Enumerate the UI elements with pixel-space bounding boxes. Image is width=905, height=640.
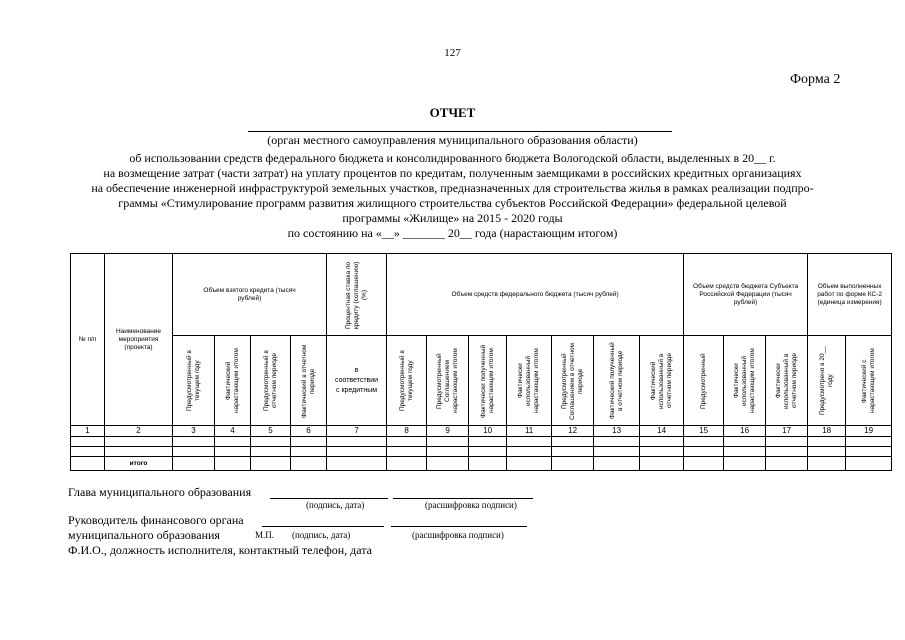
col-number: 16 [724,426,766,437]
col-number: 6 [291,426,327,437]
subheader-16-text: Фактически использованный нарастающим итогом [732,348,756,413]
subheader-15-text: Предусмотренный [699,352,707,409]
stamp-label: М.П. [255,530,275,540]
subheader-4 [215,336,251,426]
subheader-16 [724,336,766,426]
fin-decode-line [391,526,527,527]
col-number: 3 [173,426,215,437]
table-row [71,447,892,457]
subheader-19-text: Фактический с нарастающим итогом [860,348,876,413]
col-number: 13 [594,426,640,437]
subheader-4-text: Фактический нарастающим итогом [224,348,240,413]
column-number-row [71,426,892,437]
subheader-18 [808,336,846,426]
document-title: ОТЧЕТ [429,105,476,120]
subheader-18-text: Предусмотрено в 20__ году [818,346,834,415]
col-number: 15 [684,426,724,437]
subtitle-line-6: по состоянию на «__» _______ 20__ года (нарастающим итогом) [287,226,618,240]
fin-sign-caption: (подпись, дата) [292,530,351,540]
head-decode-line [393,498,533,499]
subheader-13 [594,336,640,426]
subheader-7-text: в соответствии с кредитным [335,366,379,394]
subheader-12 [552,336,594,426]
header-group-ks2-text: Объем выполненных работ по форме КС-2 (единица измерения) [817,282,882,306]
header-col-name-text: Наименование мероприятия (проекта) [115,327,162,351]
col-number: 2 [105,426,173,437]
executor-line: Ф.И.О., должность исполнителя, контактный телефон, дата [68,543,372,557]
subheader-11 [507,336,552,426]
organ-caption: (орган местного самоуправления муниципального образования области) [267,133,638,147]
col-number: 10 [469,426,507,437]
subheader-6-text: Фактический в отчетном периоде [300,343,316,418]
fin-sign-line [262,526,384,527]
fin-decode-caption: (расшифровка подписи) [412,530,504,540]
head-sign-caption: (подпись, дата) [306,500,365,510]
fin-label-2: муниципального образования [68,528,220,542]
subheader-13-text: Фактический полученный в отчетном периоде [608,342,624,419]
col-number: 5 [251,426,291,437]
col-number: 19 [846,426,892,437]
header-group-federal [387,254,684,336]
col-number: 18 [808,426,846,437]
subheader-14-text: Фактический использованный в отчетном периоде [649,352,673,409]
header-group-rate-text: Процентная ставка по кредиту (соглашению) (%) [344,260,368,329]
subtitle-line-4: граммы «Стимулирование программ развития жилищного строительства субъектов Российской Федерации» федеральной целевой [118,196,787,210]
subtitle-line-1: об использовании средств федерального бюджета и консолидированного бюджета Вологодской области, выделенных в 20__ г. [129,151,776,165]
header-group-federal-text: Объем средств федерального бюджета (тысяч рублей) [451,290,619,298]
head-decode-caption: (расшифровка подписи) [425,500,517,510]
header-group-subject [684,254,808,336]
header-col-name [105,254,173,426]
subheader-9-text: Предусмотренный Соглашением нарастающим итогом [435,348,459,413]
col-number: 11 [507,426,552,437]
col-number: 4 [215,426,251,437]
col-number: 8 [387,426,427,437]
subheader-17-text: Фактически использованный в отчетном периоде [774,352,798,409]
col-number: 12 [552,426,594,437]
total-row [71,457,892,471]
col-number: 9 [427,426,469,437]
header-col-num-text: № п/п [78,335,97,343]
subheader-17 [766,336,808,426]
total-label: итого [105,457,173,471]
header-col-num [71,254,105,426]
page-number: 127 [444,47,461,59]
subheader-12-text: Предусмотренный Соглашением в отчетном периоде [560,341,584,420]
organ-underline [248,131,672,132]
head-label: Глава муниципального образования [68,485,252,499]
col-number: 1 [71,426,105,437]
head-sign-line [270,498,388,499]
form-label: Форма 2 [790,72,841,87]
subheader-11-text: Фактически использованный нарастающим итогом [517,348,541,413]
subheader-10 [469,336,507,426]
subheader-5-text: Предусмотренный в отчетном периоде [262,350,278,411]
subheader-8 [387,336,427,426]
subheader-5 [251,336,291,426]
col-number: 14 [640,426,684,437]
header-group-rate [327,254,387,336]
subtitle-line-2: на возмещение затрат (части затрат) на уплату процентов по кредитам, полученным заемщиками в российских кредитных организациях [103,166,802,180]
header-group-subject-text: Объем средств бюджета Субъекта Российской Федерации (тысяч рублей) [693,282,799,306]
subheader-7 [327,336,387,426]
subheader-3-text: Предусмотренный в текущем году [185,350,201,411]
header-group-ks2 [808,254,892,336]
table-row [71,437,892,447]
col-number: 17 [766,426,808,437]
subheader-14 [640,336,684,426]
header-group-credit [173,254,327,336]
subheader-3 [173,336,215,426]
header-group-credit-text: Объем взятого кредита (тысяч рублей) [203,286,296,302]
subheader-10-text: Фактически полученный нарастающим итогом [479,343,495,418]
subtitle-line-3: на обеспечение инженерной инфраструктурой земельных участков, предназначенных для строительства жилья в рамках реализации подпро- [91,181,814,195]
subheader-9 [427,336,469,426]
subheader-19 [846,336,892,426]
subheader-8-text: Предусмотренный в текущем году [398,350,414,411]
subheader-15 [684,336,724,426]
subheader-6 [291,336,327,426]
report-table [70,253,892,471]
fin-label-1: Руководитель финансового органа [68,513,244,527]
subtitle-line-5: программы «Жилище» на 2015 - 2020 годы [342,211,563,225]
col-number: 7 [327,426,387,437]
